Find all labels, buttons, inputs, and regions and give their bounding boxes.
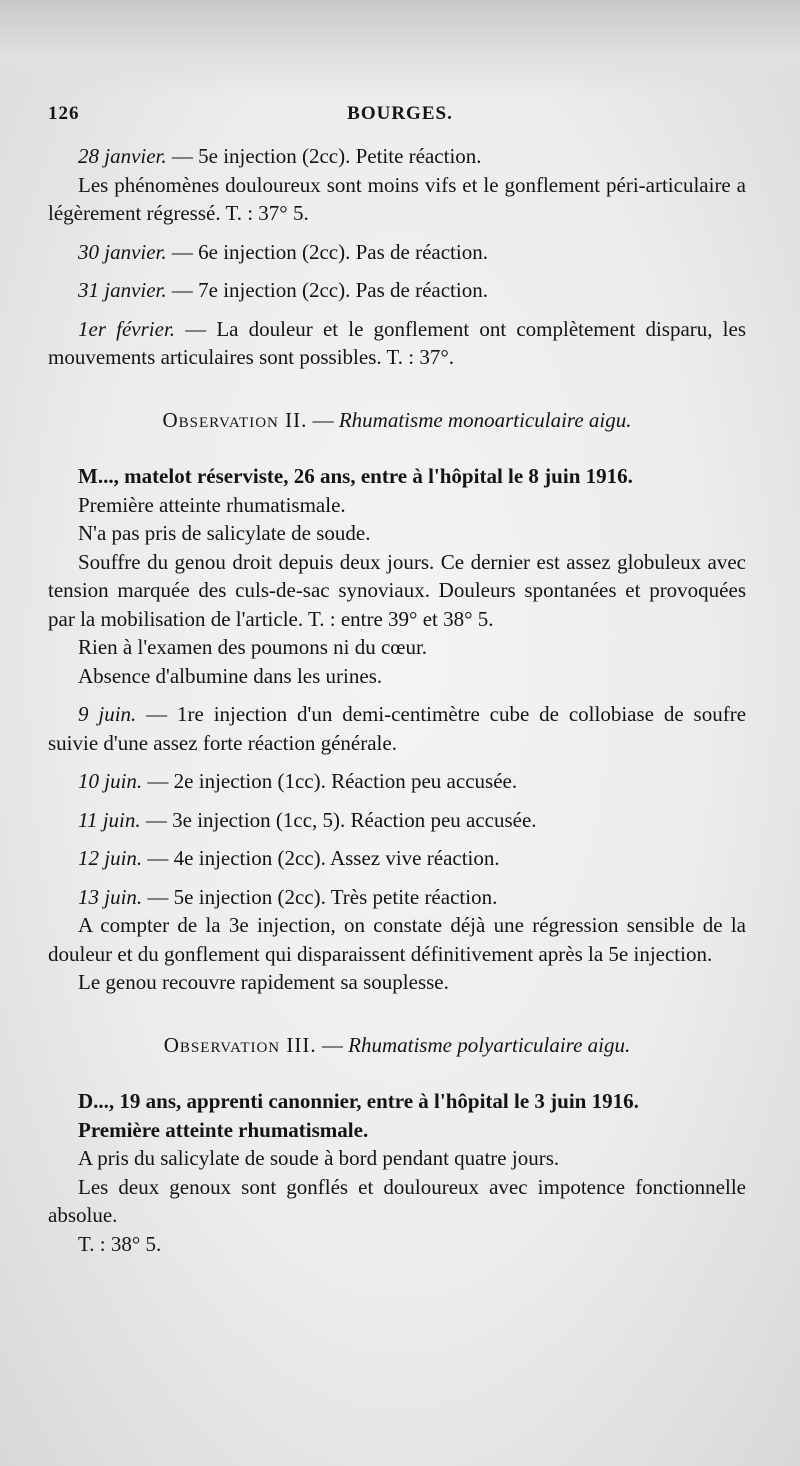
paragraph: N'a pas pris de salicylate de soude. xyxy=(78,521,371,545)
paragraph: Première atteinte rhumatismale. xyxy=(78,1117,369,1142)
heading-dash: — xyxy=(316,1032,349,1057)
page-body xyxy=(48,142,746,1258)
entry-paragraph xyxy=(48,806,746,835)
page-header xyxy=(48,103,748,131)
entry-date: 9 juin. xyxy=(78,702,137,726)
entry-date: 12 juin. xyxy=(78,846,143,870)
entry-paragraph xyxy=(48,315,746,372)
entry-date: 30 janvier. xyxy=(78,239,167,264)
observation-label: Observation II. xyxy=(162,407,308,432)
paragraph: Le genou recouvre rapidement sa souplesse. xyxy=(78,970,449,994)
paragraph: D..., 19 ans, apprenti canonnier, entre à l'hôpital le 3 juin 1916. xyxy=(78,1089,639,1113)
paragraph: Les phénomènes douloureux sont moins vifs et le gonflement péri-articulaire a légèrement régressé. T. : 37° 5. xyxy=(48,172,746,225)
entry-text: — 5e injection (2cc). Très petite réaction. xyxy=(142,884,498,909)
entry-text: — 6e injection (2cc). Pas de réaction. xyxy=(166,239,488,264)
paragraph: Première atteinte rhumatismale. xyxy=(78,492,346,517)
entry-date: 28 janvier. xyxy=(78,144,167,168)
entry-date: 10 juin. xyxy=(78,769,143,793)
paragraph: T. : 38° 5. xyxy=(78,1231,162,1256)
entry-date: 31 janvier. xyxy=(78,278,167,302)
observation-label: Observation III. xyxy=(163,1032,317,1057)
entry-paragraph xyxy=(48,767,746,796)
entry-text: — 4e injection (2cc). Assez vive réaction. xyxy=(142,846,500,870)
entry-date: 1er février. xyxy=(78,316,176,341)
paragraph: Les deux genoux sont gonflés et douloureux avec impotence fonctionnelle absolue. xyxy=(48,1174,746,1227)
entry-text: — 5e injection (2cc). Petite réaction. xyxy=(166,144,482,168)
paragraph: A compter de la 3e injection, on constate déjà une régression sensible de la douleur et du gonflement qui disparaissent définitivement après la 5e injection. xyxy=(48,913,746,966)
entry-paragraph xyxy=(48,883,746,912)
entry-paragraph xyxy=(48,238,746,267)
page-number: 126 xyxy=(48,103,80,124)
paragraph: Souffre du genou droit depuis deux jours. Ce dernier est assez globuleux avec tension marquée des culs-de-sac synoviaux. Douleurs spontanées et provoquées par la mobilisation de l'article. T. : entre 39° et 38° 5. xyxy=(48,549,746,631)
observation-title: Rhumatisme polyarticulaire aigu. xyxy=(348,1032,631,1057)
observation-heading xyxy=(48,1031,746,1060)
observation-title: Rhumatisme monoarticulaire aigu. xyxy=(338,407,632,432)
entry-text: — La douleur et le gonflement ont complètement disparu, les mouvements articulaires sont possibles. T. : 37°. xyxy=(48,316,746,369)
paragraph: Absence d'albumine dans les urines. xyxy=(78,663,383,688)
entry-paragraph xyxy=(48,276,746,305)
paragraph: Rien à l'examen des poumons ni du cœur. xyxy=(78,635,428,659)
heading-dash: — xyxy=(307,407,339,432)
entry-date: 11 juin. xyxy=(78,807,141,832)
page-shading xyxy=(0,0,800,95)
entry-text: — 3e injection (1cc, 5). Réaction peu accusée. xyxy=(140,807,537,832)
paragraph: A pris du salicylate de soude à bord pendant quatre jours. xyxy=(78,1146,560,1170)
entry-paragraph xyxy=(48,142,746,171)
entry-text: — 7e injection (2cc). Pas de réaction. xyxy=(166,278,488,302)
running-title: BOURGES. xyxy=(347,103,453,124)
paragraph: M..., matelot réserviste, 26 ans, entre à l'hôpital le 8 juin 1916. xyxy=(78,464,633,488)
observation-heading xyxy=(48,406,746,435)
entry-paragraph xyxy=(48,700,746,757)
entry-text: — 1re injection d'un demi-centimètre cube de collobiase de soufre suivie d'une assez forte réaction générale. xyxy=(48,702,747,755)
entry-text: — 2e injection (1cc). Réaction peu accusée. xyxy=(142,769,518,793)
entry-paragraph xyxy=(48,844,746,873)
entry-date: 13 juin. xyxy=(78,884,143,909)
